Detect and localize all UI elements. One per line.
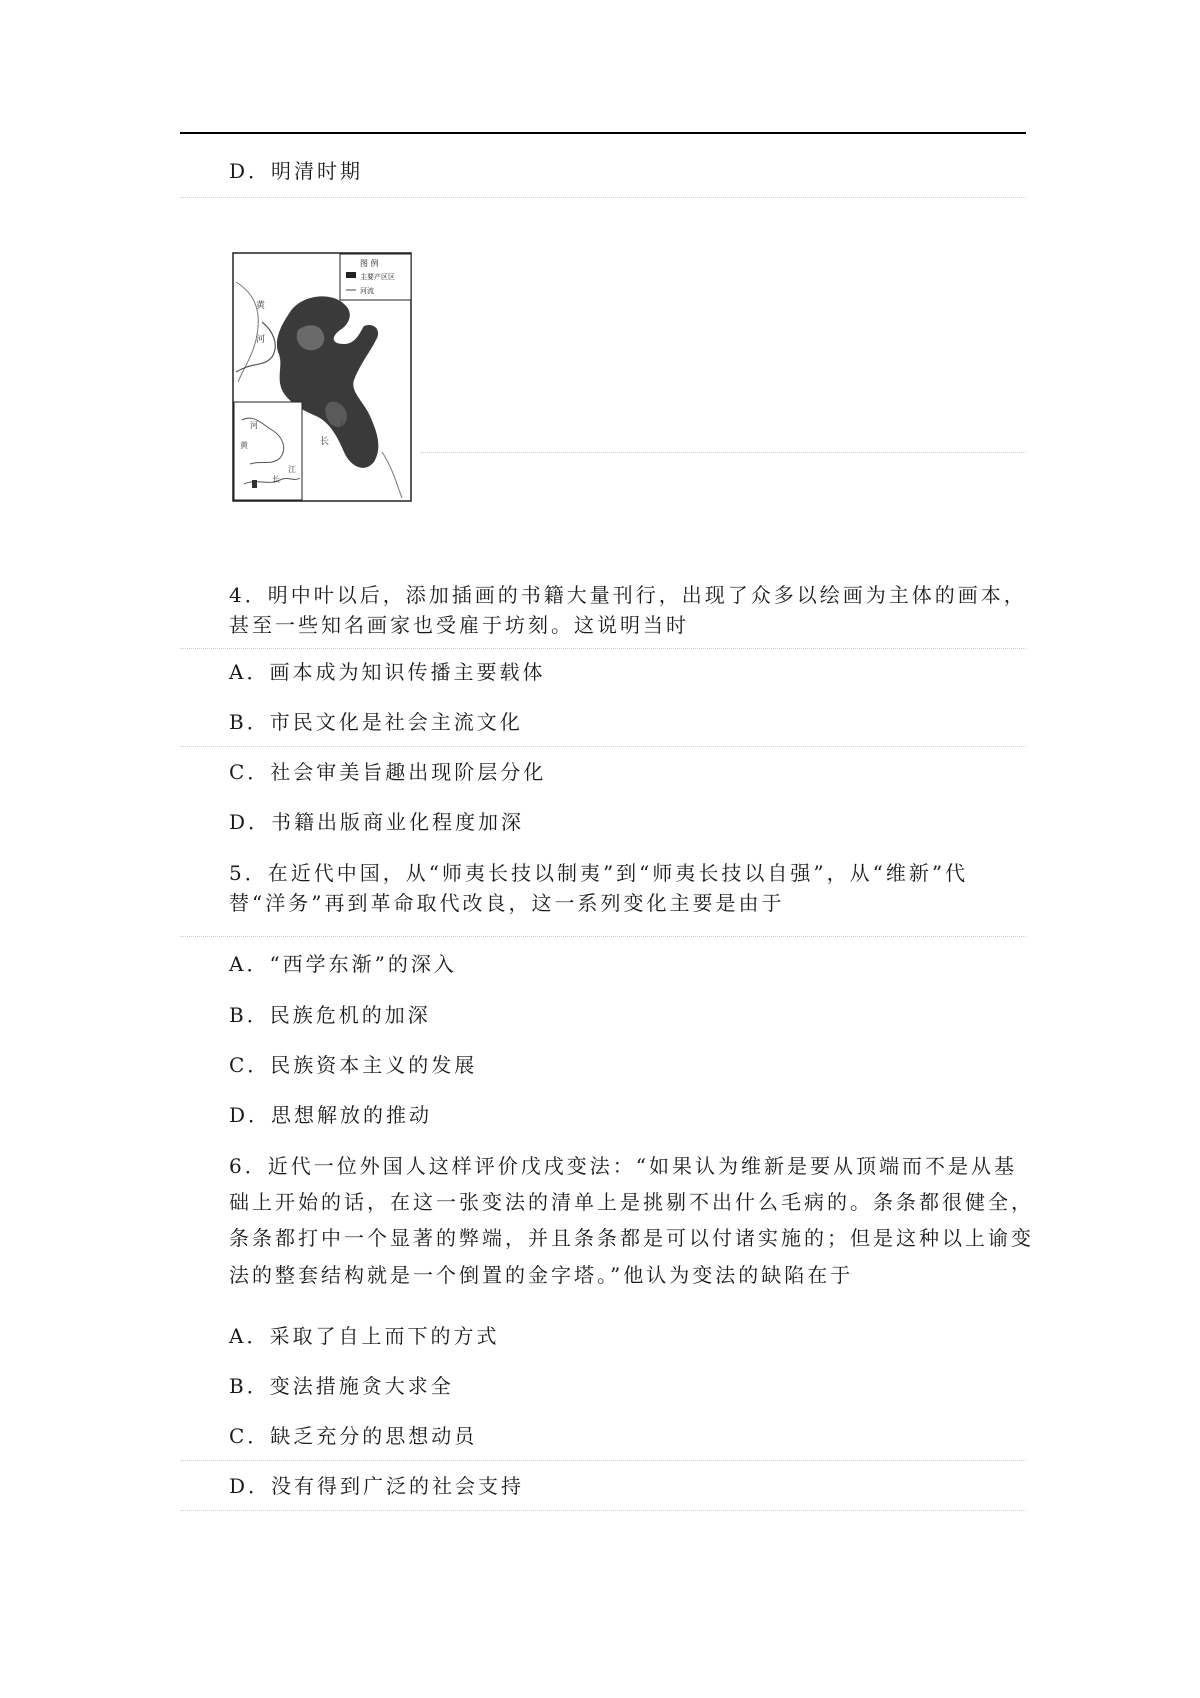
q6-stem-line2: 础上开始的话，在这一张变法的清单上是挑剔不出什么毛病的。条条都很健全，	[229, 1190, 1034, 1214]
q4-option-c: C．社会审美旨趣出现阶层分化	[229, 760, 547, 784]
dotted-divider	[180, 1460, 1026, 1461]
label-chang: 长	[320, 437, 330, 447]
q6-stem-line1: 6．近代一位外国人这样评价戊戌变法：“如果认为维新是要从顶端而不是从基	[229, 1154, 1017, 1178]
q5-option-d: D．思想解放的推动	[229, 1103, 433, 1127]
production-area-map	[232, 252, 412, 502]
dotted-divider	[180, 746, 1026, 747]
q6-option-b: B．变法措施贪大求全	[229, 1374, 454, 1398]
dotted-divider	[420, 452, 1026, 453]
q5-option-a: A．“西学东渐”的深入	[229, 952, 457, 976]
q5-stem-line1: 5．在近代中国，从“师夷长技以制夷”到“师夷长技以自强”，从“维新”代	[229, 861, 969, 885]
q4-stem-line1: 4．明中叶以后，添加插画的书籍大量刊行，出现了众多以绘画为主体的画本，	[229, 583, 1027, 607]
label-huang2: 黄	[240, 441, 248, 450]
label-chang2: 长	[272, 475, 280, 484]
top-rule	[180, 132, 1026, 134]
legend-area: 主要产区区	[360, 273, 395, 281]
q5-stem-line2: 替“洋务”再到革命取代改良，这一系列变化主要是由于	[229, 891, 785, 915]
q6-option-d: D．没有得到广泛的社会支持	[229, 1474, 525, 1498]
q4-option-a: A．画本成为知识传播主要载体	[229, 660, 546, 684]
q6-stem-line4: 法的整套结构就是一个倒置的金字塔。”他认为变法的缺陷在于	[229, 1263, 854, 1287]
label-he: 河	[256, 335, 266, 345]
prev-option-d: D．明清时期	[229, 159, 364, 183]
q6-option-a: A．采取了自上而下的方式	[229, 1324, 500, 1348]
q6-option-c: C．缺乏充分的思想动员	[229, 1424, 478, 1448]
q4-option-d: D．书籍出版商业化程度加深	[229, 810, 525, 834]
q6-stem-line3: 条条都打中一个显著的弊端，并且条条都是可以付诸实施的；但是这种以上谕变	[229, 1226, 1034, 1250]
q4-option-b: B．市民文化是社会主流文化	[229, 710, 523, 734]
q5-option-c: C．民族资本主义的发展	[229, 1053, 478, 1077]
dotted-divider	[180, 197, 1026, 198]
label-jiang2: 江	[288, 465, 296, 474]
legend-river: 河流	[360, 287, 374, 295]
label-he2: 河	[250, 421, 258, 430]
legend-title: 图 例	[360, 259, 379, 268]
label-jiang: 江	[340, 421, 350, 431]
dotted-divider	[180, 1510, 1026, 1511]
dotted-divider	[180, 936, 1026, 937]
q5-option-b: B．民族危机的加深	[229, 1003, 431, 1027]
dotted-divider	[180, 648, 1026, 649]
label-huang: 黄	[256, 301, 266, 311]
q4-stem-line2: 甚至一些知名画家也受雇于坊刻。这说明当时	[229, 613, 689, 637]
